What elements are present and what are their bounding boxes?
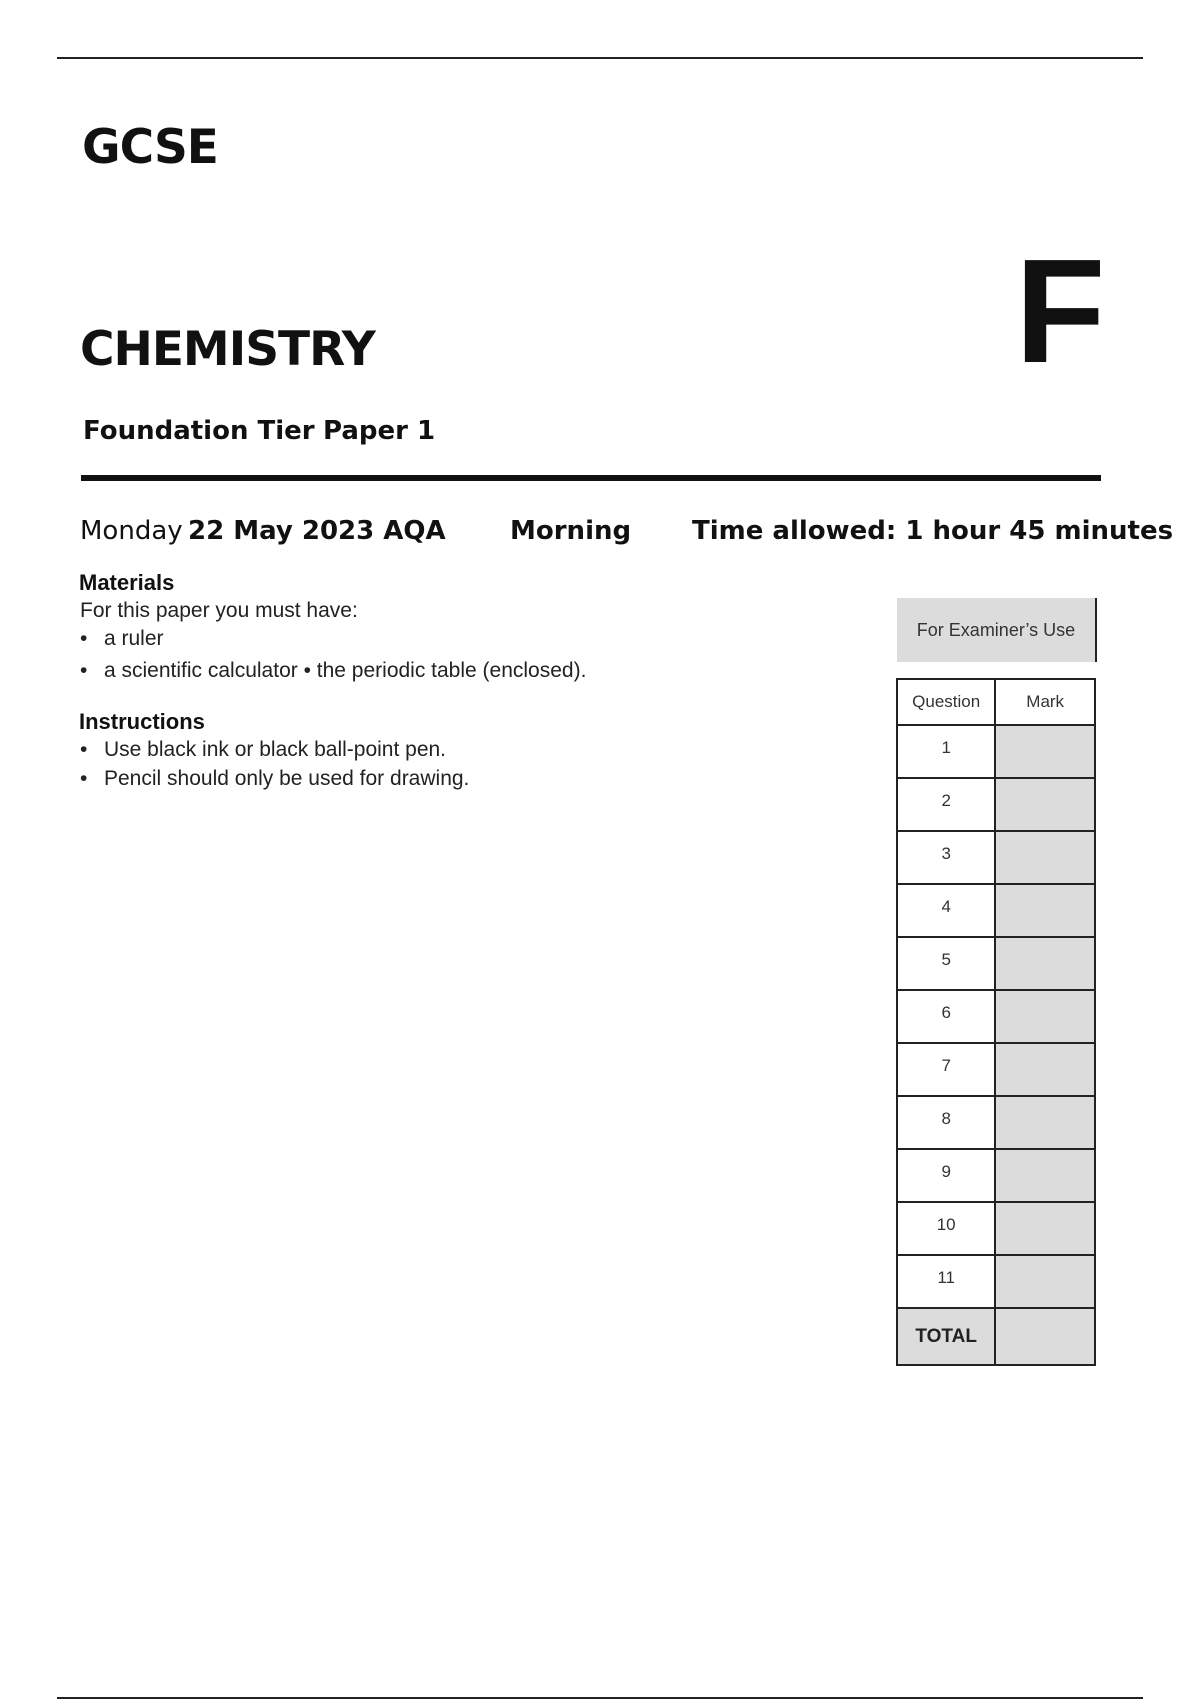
table-row xyxy=(897,937,1095,990)
mark-cell xyxy=(995,831,1095,884)
table-row xyxy=(897,778,1095,831)
question-number: 11 xyxy=(897,1255,995,1308)
table-row xyxy=(897,1202,1095,1255)
total-label: TOTAL xyxy=(897,1308,995,1365)
mark-cell xyxy=(995,1149,1095,1202)
question-number: 9 xyxy=(897,1149,995,1202)
exam-day: Monday xyxy=(80,516,183,546)
materials-item-text: a ruler xyxy=(104,627,164,650)
bottom-rule xyxy=(57,1697,1143,1699)
instructions-item xyxy=(80,767,469,791)
table-row xyxy=(897,1043,1095,1096)
instructions-heading: Instructions xyxy=(79,709,205,734)
mark-cell xyxy=(995,1043,1095,1096)
bullet-icon: • xyxy=(80,738,88,761)
mark-cell xyxy=(995,990,1095,1043)
table-row xyxy=(897,1149,1095,1202)
table-row xyxy=(897,1255,1095,1308)
top-rule xyxy=(57,57,1143,59)
bullet-icon: • xyxy=(80,767,88,790)
qualification-title: GCSE xyxy=(82,120,218,175)
question-number: 5 xyxy=(897,937,995,990)
mark-cell xyxy=(995,884,1095,937)
total-mark-cell xyxy=(995,1308,1095,1365)
examiner-use-header: For Examiner’s Use xyxy=(897,598,1097,662)
paper-label: Paper 1 xyxy=(323,416,436,446)
table-header-row xyxy=(897,679,1095,725)
mark-cell xyxy=(995,778,1095,831)
examiner-mark-table xyxy=(896,678,1096,1366)
exam-session: Morning xyxy=(510,516,632,546)
mark-cell xyxy=(995,937,1095,990)
question-number: 2 xyxy=(897,778,995,831)
table-row xyxy=(897,831,1095,884)
materials-item-text: a scientific calculator • the periodic table (enclosed). xyxy=(104,659,587,682)
total-row xyxy=(897,1308,1095,1365)
mark-cell xyxy=(995,725,1095,778)
question-number: 8 xyxy=(897,1096,995,1149)
question-number: 4 xyxy=(897,884,995,937)
tier-letter: F xyxy=(1015,229,1106,394)
exam-date: 22 May 2023 AQA xyxy=(188,516,446,546)
mark-column-header: Mark xyxy=(995,679,1095,725)
question-number: 6 xyxy=(897,990,995,1043)
table-row xyxy=(897,990,1095,1043)
tier-label: Foundation Tier xyxy=(83,416,315,446)
mark-cell xyxy=(995,1202,1095,1255)
materials-item xyxy=(80,659,586,683)
materials-heading: Materials xyxy=(79,570,175,595)
mark-cell xyxy=(995,1255,1095,1308)
subject-title: CHEMISTRY xyxy=(80,322,375,377)
materials-intro: For this paper you must have: xyxy=(80,599,358,622)
table-row xyxy=(897,884,1095,937)
bullet-icon: • xyxy=(80,659,88,682)
instructions-item xyxy=(80,738,446,762)
instructions-item-text: Use black ink or black ball-point pen. xyxy=(104,738,447,761)
table-row xyxy=(897,1096,1095,1149)
question-number: 7 xyxy=(897,1043,995,1096)
question-column-header: Question xyxy=(897,679,995,725)
bullet-icon: • xyxy=(80,627,88,650)
table-row xyxy=(897,725,1095,778)
header-divider xyxy=(81,475,1101,481)
mark-cell xyxy=(995,1096,1095,1149)
question-number: 3 xyxy=(897,831,995,884)
question-number: 10 xyxy=(897,1202,995,1255)
instructions-item-text: Pencil should only be used for drawing. xyxy=(104,767,470,790)
materials-item xyxy=(80,627,164,651)
time-allowed: Time allowed: 1 hour 45 minutes xyxy=(692,516,1174,546)
question-number: 1 xyxy=(897,725,995,778)
